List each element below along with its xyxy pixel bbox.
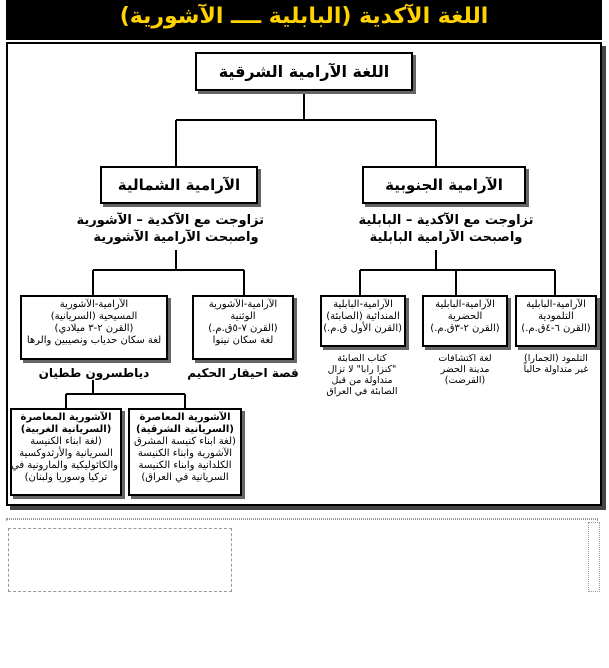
assyrian-pagan-line-4: لغة سكان نينوا bbox=[212, 335, 274, 346]
babylonian-talmudic-line-3: (القرن ٦-٤ق.م.) bbox=[521, 323, 591, 334]
south-note-line-1: تزاوجت مع الآكدية – البابلية bbox=[358, 213, 534, 228]
root-box: اللغة الآرامية الشرقية bbox=[195, 52, 413, 91]
caption-mandaic-line-3: متداولة من قبل bbox=[331, 375, 393, 386]
caption-mandaic-line-2: "كنزا رابا" لا تزال bbox=[327, 364, 397, 375]
eastern-line-3: (لغة ابناء كنيسة المشرق bbox=[134, 436, 236, 447]
caption-mandaic bbox=[312, 353, 412, 397]
north-note-line-2: واصبحت الآرامية الآشورية bbox=[93, 230, 259, 245]
assyrian-pagan-line-2: الوثنية bbox=[230, 311, 256, 322]
caption-hatran-line-2: مدينة الحضر bbox=[440, 364, 490, 375]
babylonian-hatran-line-1: الآرامية-البابلية bbox=[435, 299, 495, 310]
caption-mandaic-line-4: الصابئة في العراق bbox=[326, 386, 398, 397]
caption-hatran-line-3: (القرضت) bbox=[444, 375, 486, 386]
western-line-2: (السريانية الغربية) bbox=[20, 424, 112, 435]
babylonian-mandaic-line-2: المندائية (الصابئة) bbox=[326, 311, 400, 322]
south-note bbox=[348, 212, 544, 246]
caption-talmudic bbox=[512, 353, 600, 375]
assyrian-christian-line-4: لغة سكان حدياب ونصيبين والرها bbox=[26, 335, 162, 346]
assyrian-pagan-line-1: الآرامية-الآشورية bbox=[208, 299, 278, 310]
north-note-line-1: تزاوجت مع الآكدية – الآشورية bbox=[76, 213, 264, 228]
western-line-4: السريانية والأرثدوكسية bbox=[19, 448, 113, 459]
babylonian-talmudic-line-2: التلمودية bbox=[538, 311, 574, 322]
box-babylonian-mandaic bbox=[320, 295, 406, 347]
caption-hatran-line-1: لغة اكتشافات bbox=[438, 353, 492, 364]
dotted-pattern-left bbox=[8, 528, 232, 592]
western-line-1: الآشورية المعاصرة bbox=[20, 412, 112, 423]
assyrian-christian-line-3: (القرن ٢-٣ ميلادي) bbox=[54, 323, 134, 334]
caption-diatessaron: دياطسرون ططيان bbox=[38, 366, 150, 380]
box-babylonian-talmudic bbox=[515, 295, 597, 347]
caption-ahiqar: قصة احيقار الحكيم bbox=[187, 366, 299, 380]
banner-title: اللغة الآكدية (البابلية ــــ الآشورية) bbox=[119, 4, 489, 29]
dotted-pattern-right bbox=[588, 522, 600, 592]
western-line-6: تركيا وسوريا ولبنان) bbox=[24, 472, 108, 483]
assyrian-christian-line-2: المسيحية (السريانية) bbox=[50, 311, 138, 322]
western-line-3: (لغة ابناء الكنيسة bbox=[30, 436, 102, 447]
western-line-5: والكاثوليكية والمارونية في bbox=[11, 460, 118, 471]
assyrian-christian-line-1: الآرامية-الآشورية bbox=[59, 299, 129, 310]
dotted-border-top bbox=[6, 518, 598, 520]
caption-hatran bbox=[418, 353, 512, 386]
babylonian-hatran-line-3: (القرن ٢-٣ق.م.) bbox=[430, 323, 500, 334]
box-contemporary-eastern bbox=[128, 408, 242, 496]
eastern-line-6: السريانية في العراق) bbox=[141, 472, 229, 483]
box-babylonian-hatran bbox=[422, 295, 508, 347]
box-contemporary-western bbox=[10, 408, 122, 496]
box-assyrian-pagan bbox=[192, 295, 294, 360]
eastern-line-1: الآشورية المعاصرة bbox=[139, 412, 231, 423]
caption-talmudic-line-2: غير متداولة حالياً bbox=[523, 364, 589, 375]
assyrian-pagan-line-3: (القرن ٧-٥ق.م.) bbox=[208, 323, 278, 334]
caption-mandaic-line-1: كتاب الصابئة bbox=[337, 353, 387, 364]
box-assyrian-christian bbox=[20, 295, 168, 360]
eastern-line-5: الكلدانية وابناء الكنيسة bbox=[138, 460, 232, 471]
babylonian-hatran-line-2: الحضرية bbox=[447, 311, 483, 322]
north-box: الآرامية الشمالية bbox=[100, 166, 258, 204]
babylonian-mandaic-line-3: (القرن الأول ق.م.) bbox=[323, 323, 402, 334]
babylonian-talmudic-line-1: الآرامية-البابلية bbox=[526, 299, 586, 310]
south-note-line-2: واصبحت الآرامية البابلية bbox=[369, 230, 523, 245]
eastern-line-2: (السريانية الشرقية) bbox=[136, 424, 234, 435]
south-box: الآرامية الجنوبية bbox=[362, 166, 526, 204]
caption-talmudic-line-1: التلمود (الجمارا) bbox=[524, 353, 588, 364]
eastern-line-4: الآشورية وابناء الكنيسة bbox=[137, 448, 233, 459]
babylonian-mandaic-line-1: الآرامية-البابلية bbox=[333, 299, 393, 310]
north-note bbox=[76, 212, 264, 246]
